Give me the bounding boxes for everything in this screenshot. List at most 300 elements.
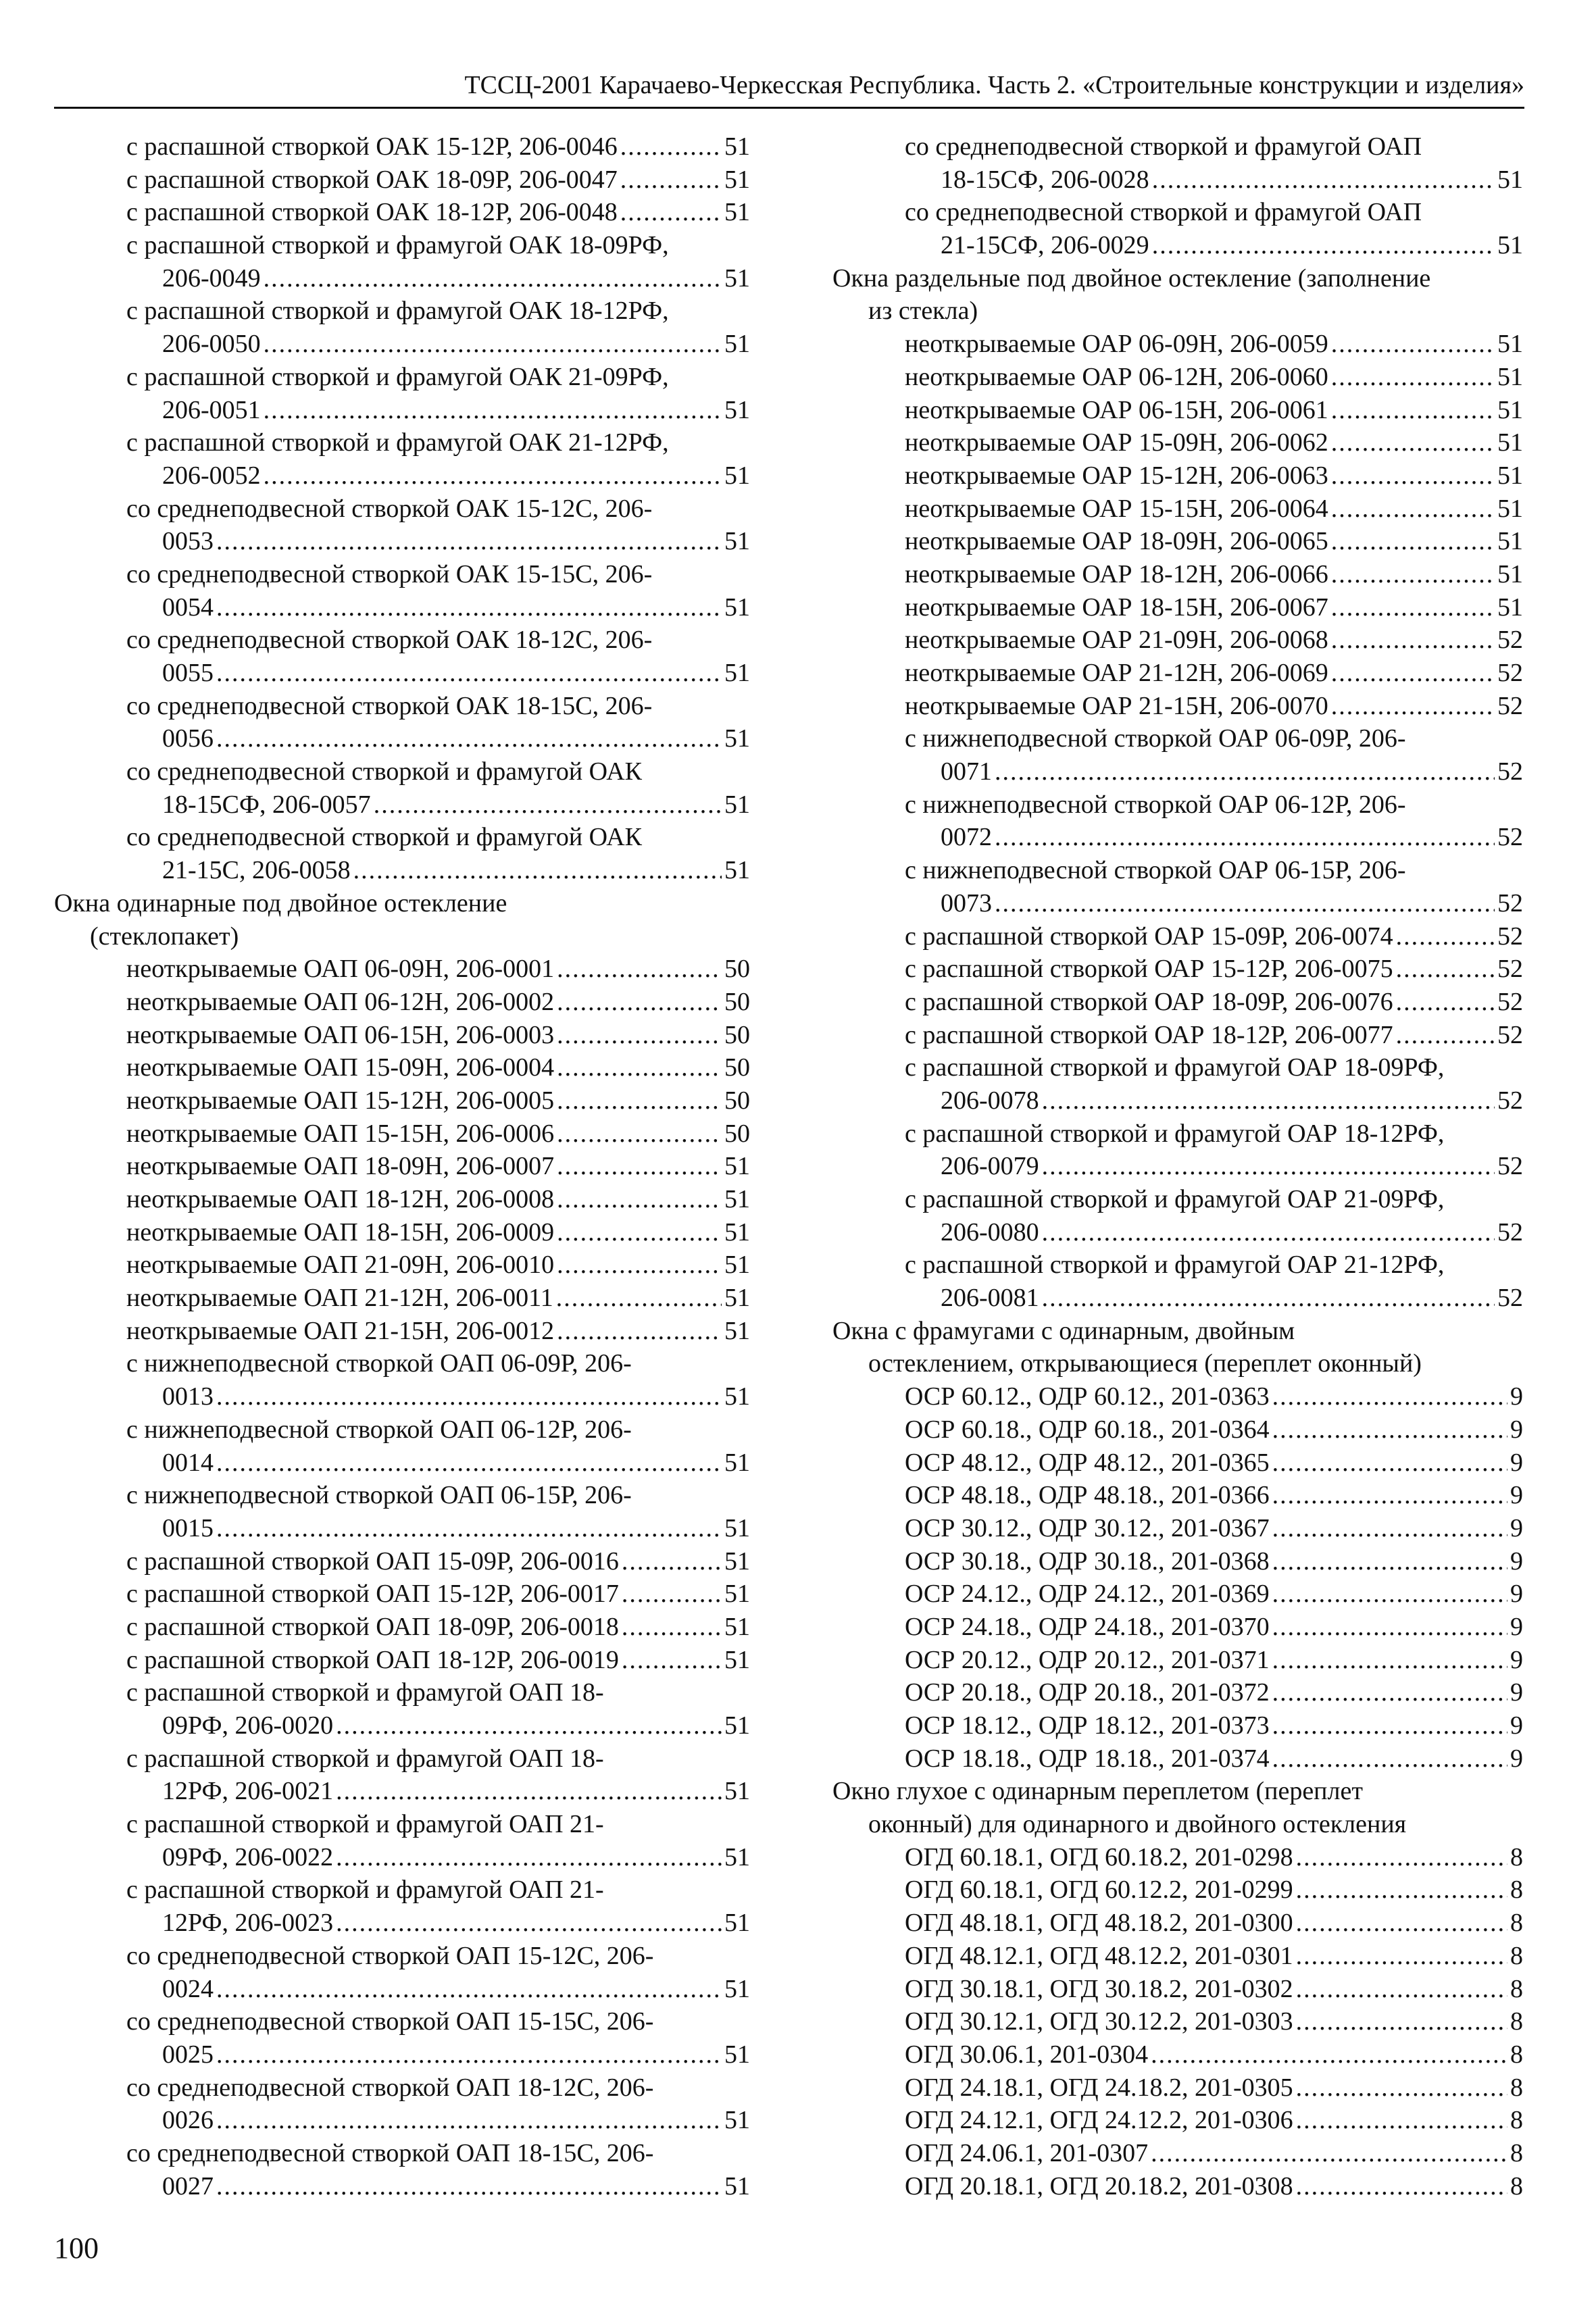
index-entry <box>54 1051 750 1084</box>
dot-leader <box>620 164 722 197</box>
index-entry <box>54 1841 750 1874</box>
index-entry-page: 8 <box>1510 2073 1523 2102</box>
index-entry-page: 51 <box>1497 461 1523 490</box>
index-entry-page: 52 <box>1497 922 1523 951</box>
header-rule <box>54 107 1524 109</box>
index-entry <box>832 1742 1523 1776</box>
index-entry <box>54 986 750 1019</box>
index-entry-page: 9 <box>1510 1448 1523 1477</box>
index-entry <box>832 2170 1523 2203</box>
dot-leader <box>336 1775 722 1808</box>
index-entry-page: 50 <box>724 1020 750 1049</box>
index-entry-text: 0014 <box>162 1448 214 1477</box>
index-entry <box>54 1315 750 1348</box>
index-entry-page: 51 <box>724 1645 750 1674</box>
index-entry-page: 51 <box>724 1612 750 1641</box>
index-entry-page: 9 <box>1510 1382 1523 1411</box>
index-entry-page: 8 <box>1510 1941 1523 1970</box>
index-entry <box>832 459 1523 493</box>
index-entry <box>54 1742 750 1776</box>
dot-leader <box>1272 1742 1507 1776</box>
index-entry <box>832 1084 1523 1117</box>
index-entry-page: 50 <box>724 1053 750 1082</box>
dot-leader <box>556 1282 722 1315</box>
dot-leader <box>1331 426 1495 459</box>
index-entry-page: 52 <box>1497 757 1523 786</box>
index-entry-text: из стекла) <box>868 297 978 326</box>
index-entry <box>832 426 1523 459</box>
index-entry-text: ОСР 20.18., ОДР 20.18., 201-0372 <box>905 1678 1270 1707</box>
index-entry-page: 52 <box>1497 1217 1523 1247</box>
index-entry-page: 8 <box>1510 2040 1523 2069</box>
dot-leader <box>336 1841 722 1874</box>
dot-leader <box>216 591 722 624</box>
index-entry-page: 51 <box>1497 593 1523 622</box>
dot-leader <box>1331 394 1495 427</box>
index-entry-text: неоткрываемые ОАП 18-09Н, 206-0007 <box>126 1152 555 1181</box>
index-entry-text: 0073 <box>941 888 992 917</box>
index-entry <box>54 328 750 361</box>
index-entry-page: 52 <box>1497 1284 1523 1313</box>
index-entry <box>54 2005 750 2038</box>
index-entry-page: 51 <box>1497 395 1523 424</box>
index-entry-text: неоткрываемые ОАР 06-09Н, 206-0059 <box>905 330 1328 359</box>
index-entry-text: 0053 <box>162 527 214 556</box>
dot-leader <box>1272 1447 1507 1480</box>
dot-leader <box>216 657 722 690</box>
index-entry-text: со среднеподвесной створкой ОАП 18-12С, 206- <box>126 2073 654 2102</box>
dot-leader <box>1331 525 1495 558</box>
index-entry <box>54 1117 750 1151</box>
dot-leader <box>336 1907 722 1940</box>
index-entry-text: с нижнеподвесной створкой ОАР 06-15Р, 206- <box>905 856 1406 885</box>
index-entry <box>54 525 750 558</box>
dot-leader <box>1042 1084 1495 1117</box>
dot-leader <box>557 953 722 986</box>
index-entry-text: ОСР 60.18., ОДР 60.18., 201-0364 <box>905 1415 1270 1444</box>
index-entry <box>832 821 1523 854</box>
index-entry-text: Окно глухое с одинарным переплетом (переплет <box>832 1777 1363 1806</box>
index-entry <box>54 361 750 394</box>
index-entry-text: 12РФ, 206-0021 <box>162 1777 334 1806</box>
index-entry <box>832 953 1523 986</box>
index-entry-text: ОГД 48.12.1, ОГД 48.12.2, 201-0301 <box>905 1941 1293 1970</box>
dot-leader <box>264 459 722 493</box>
index-entry <box>54 262 750 295</box>
index-entry <box>54 1380 750 1413</box>
index-entry <box>832 1150 1523 1183</box>
dot-leader <box>216 722 722 755</box>
dot-leader <box>1296 1940 1507 1973</box>
dot-leader <box>216 1380 722 1413</box>
index-entry <box>54 1084 750 1117</box>
index-entry-text: с распашной створкой и фрамугой ОАП 18- <box>126 1678 604 1707</box>
index-entry-text: Окна с фрамугами с одинарным, двойным <box>832 1316 1295 1345</box>
index-entry <box>832 690 1523 723</box>
dot-leader <box>1272 1413 1507 1447</box>
dot-leader <box>557 1019 722 1052</box>
dot-leader <box>1331 690 1495 723</box>
index-entry-page: 51 <box>724 1513 750 1542</box>
index-entry-text: со среднеподвесной створкой ОАП 15-12С, 206- <box>126 1941 654 1970</box>
index-entry <box>54 624 750 657</box>
index-entry-text: со среднеподвесной створкой и фрамугой ОАК <box>126 823 642 852</box>
index-entry <box>832 624 1523 657</box>
index-entry-page: 51 <box>724 2106 750 2135</box>
index-entry-text: неоткрываемые ОАР 18-09Н, 206-0065 <box>905 527 1328 556</box>
index-entry-text: ОГД 48.18.1, ОГД 48.18.2, 201-0300 <box>905 1909 1293 1938</box>
index-entry <box>54 130 750 164</box>
index-entry-text: ОСР 18.12., ОДР 18.12., 201-0373 <box>905 1711 1270 1740</box>
index-entry-text: с распашной створкой ОАР 18-09Р, 206-0076 <box>905 987 1393 1016</box>
index-entry-text: со среднеподвесной створкой ОАК 18-15С, 206- <box>126 691 653 720</box>
index-entry-page: 8 <box>1510 1909 1523 1938</box>
index-entry-text: 0072 <box>941 823 992 852</box>
index-entry <box>832 229 1523 262</box>
index-entry-text: с распашной створкой и фрамугой ОАР 21-12РФ, <box>905 1251 1445 1280</box>
dot-leader <box>1296 2005 1507 2038</box>
dot-leader <box>1152 164 1495 197</box>
index-entry-page: 51 <box>724 856 750 885</box>
index-entry-page: 52 <box>1497 691 1523 720</box>
index-entry <box>832 1578 1523 1611</box>
dot-leader <box>216 1447 722 1480</box>
index-entry-text: неоткрываемые ОАР 21-12Н, 206-0069 <box>905 659 1328 687</box>
index-entry <box>54 821 750 854</box>
index-entry-page: 51 <box>1497 527 1523 556</box>
index-entry-text: неоткрываемые ОАР 18-15Н, 206-0067 <box>905 593 1328 622</box>
index-entry-text: с распашной створкой ОАП 18-12Р, 206-0019 <box>126 1645 619 1674</box>
index-entry-text: ОГД 20.18.1, ОГД 20.18.2, 201-0308 <box>905 2171 1293 2200</box>
index-entry-text: 0026 <box>162 2106 214 2135</box>
index-entry-page: 52 <box>1497 1152 1523 1181</box>
dot-leader <box>557 1183 722 1216</box>
dot-leader <box>1296 1907 1507 1940</box>
index-entry <box>54 1019 750 1052</box>
dot-leader <box>995 755 1495 788</box>
index-entry-text: неоткрываемые ОАП 15-09Н, 206-0004 <box>126 1053 555 1082</box>
index-entry-text: с распашной створкой и фрамугой ОАК 21-12РФ, <box>126 428 669 457</box>
index-entry <box>54 1644 750 1677</box>
dot-leader <box>1331 624 1495 657</box>
index-entry-text: неоткрываемые ОАП 18-15Н, 206-0009 <box>126 1217 555 1247</box>
index-entry-page: 51 <box>724 1251 750 1280</box>
index-entry-text: с распашной створкой ОАР 18-12Р, 206-0077 <box>905 1020 1393 1049</box>
dot-leader <box>264 394 722 427</box>
index-entry-text: Окна одинарные под двойное остекление <box>54 888 507 917</box>
index-entry-page: 51 <box>724 132 750 161</box>
index-entry-text: неоткрываемые ОАП 18-12Н, 206-0008 <box>126 1185 555 1213</box>
index-entry-page: 8 <box>1510 1842 1523 1871</box>
index-entry-page: 52 <box>1497 987 1523 1016</box>
index-entry-text: неоткрываемые ОАР 15-09Н, 206-0062 <box>905 428 1328 457</box>
dot-leader <box>557 1150 722 1183</box>
dot-leader <box>622 1578 722 1611</box>
index-entry-text: с распашной створкой ОАР 15-09Р, 206-0074 <box>905 922 1393 951</box>
dot-leader <box>1042 1150 1495 1183</box>
index-entry-text: со среднеподвесной створкой ОАП 18-15С, 206- <box>126 2138 654 2167</box>
index-entry-page: 9 <box>1510 1580 1523 1609</box>
index-entry-text: ОСР 24.12., ОДР 24.12., 201-0369 <box>905 1580 1270 1609</box>
index-entry-page: 51 <box>724 1284 750 1313</box>
index-entry-text: с распашной створкой ОАП 18-09Р, 206-0018 <box>126 1612 619 1641</box>
index-entry-text: ОСР 48.18., ОДР 48.18., 201-0366 <box>905 1481 1270 1510</box>
dot-leader <box>1296 2104 1507 2137</box>
index-entry <box>832 2005 1523 2038</box>
index-entry-text: с распашной створкой ОАК 15-12Р, 206-0046 <box>126 132 618 161</box>
index-entry-page: 51 <box>724 790 750 819</box>
index-entry-text: неоткрываемые ОАП 15-12Н, 206-0005 <box>126 1086 555 1115</box>
dot-leader <box>1152 229 1495 262</box>
index-entry-text: Окна раздельные под двойное остекление (заполнение <box>832 263 1431 293</box>
index-entry <box>54 1282 750 1315</box>
index-entry-text: с нижнеподвесной створкой ОАР 06-09Р, 206- <box>905 724 1406 753</box>
index-entry-page: 51 <box>724 593 750 622</box>
dot-leader <box>622 1644 722 1677</box>
index-section-heading <box>832 1315 1523 1348</box>
index-entry <box>54 1973 750 2006</box>
index-entry-text: ОГД 60.18.1, ОГД 60.12.2, 201-0299 <box>905 1876 1293 1905</box>
dot-leader <box>557 1216 722 1249</box>
dot-leader <box>1042 1282 1495 1315</box>
index-entry <box>832 986 1523 1019</box>
index-entry-page: 51 <box>1497 362 1523 391</box>
index-entry <box>54 1940 750 1973</box>
index-entry <box>832 1051 1523 1084</box>
index-entry <box>54 755 750 788</box>
index-entry <box>54 1676 750 1709</box>
index-entry-page: 50 <box>724 955 750 984</box>
index-entry <box>54 1545 750 1578</box>
index-entry <box>832 1479 1523 1512</box>
index-entry <box>54 1413 750 1447</box>
index-entry-text: 206-0081 <box>941 1284 1039 1313</box>
dot-leader <box>620 196 722 229</box>
index-entry-page: 9 <box>1510 1546 1523 1576</box>
dot-leader <box>1331 591 1495 624</box>
index-entry <box>54 493 750 526</box>
index-entry <box>832 1808 1523 1841</box>
index-entry-text: с распашной створкой ОАК 18-12Р, 206-0048 <box>126 198 618 227</box>
index-entry <box>54 1347 750 1380</box>
index-entry-text: 0071 <box>941 757 992 786</box>
index-entry-page: 51 <box>724 1711 750 1740</box>
index-entry-page: 51 <box>724 1185 750 1213</box>
index-entry-page: 9 <box>1510 1513 1523 1542</box>
index-entry-text: со среднеподвесной створкой ОАК 15-12С, 206- <box>126 494 653 523</box>
index-column-right <box>832 130 1523 2203</box>
index-entry <box>832 361 1523 394</box>
index-entry <box>832 328 1523 361</box>
index-section-heading <box>832 1775 1523 1808</box>
index-entry-page: 9 <box>1510 1711 1523 1740</box>
index-entry-text: 09РФ, 206-0022 <box>162 1842 334 1871</box>
index-entry <box>832 196 1523 229</box>
index-entry <box>832 1841 1523 1874</box>
index-entry-text: ОГД 24.12.1, ОГД 24.12.2, 201-0306 <box>905 2106 1293 2135</box>
index-entry <box>832 1413 1523 1447</box>
running-header: ТССЦ-2001 Карачаево-Черкесская Республика. Часть 2. «Строительные конструкции и изделия» <box>464 71 1524 99</box>
index-entry-text: ОСР 20.12., ОДР 20.12., 201-0371 <box>905 1645 1270 1674</box>
index-entry <box>54 854 750 887</box>
dot-leader <box>1151 2137 1507 2170</box>
index-entry-text: оконный) для одинарного и двойного остекления <box>868 1810 1407 1839</box>
index-entry <box>832 1709 1523 1742</box>
index-entry <box>832 1940 1523 1973</box>
index-entry-text: 206-0049 <box>162 263 261 293</box>
index-entry <box>54 1447 750 1480</box>
index-entry-text: ОГД 30.06.1, 201-0304 <box>905 2040 1149 2069</box>
index-entry-text: неоткрываемые ОАР 06-15Н, 206-0061 <box>905 395 1328 424</box>
index-entry-text: с распашной створкой ОАП 15-09Р, 206-0016 <box>126 1546 619 1576</box>
dot-leader <box>216 1973 722 2006</box>
index-entry <box>54 1249 750 1282</box>
index-entry <box>832 1282 1523 1315</box>
index-entry <box>54 426 750 459</box>
index-entry <box>832 1644 1523 1677</box>
dot-leader <box>1042 1216 1495 1249</box>
index-entry-page: 51 <box>724 1382 750 1411</box>
index-entry-text: неоткрываемые ОАП 21-15Н, 206-0012 <box>126 1316 555 1345</box>
dot-leader <box>216 1512 722 1545</box>
dot-leader <box>1296 2170 1507 2203</box>
index-entry <box>54 920 750 953</box>
dot-leader <box>1272 1644 1507 1677</box>
dot-leader <box>557 986 722 1019</box>
dot-leader <box>264 328 722 361</box>
index-entry <box>832 130 1523 164</box>
index-entry <box>832 1676 1523 1709</box>
index-entry-page: 51 <box>724 165 750 194</box>
index-entry-text: со среднеподвесной створкой ОАК 15-15С, 206- <box>126 559 653 588</box>
index-entry <box>832 1512 1523 1545</box>
index-entry-text: с распашной створкой и фрамугой ОАК 18-12РФ, <box>126 297 669 326</box>
dot-leader <box>557 1084 722 1117</box>
index-entry <box>54 1709 750 1742</box>
index-entry-text: с нижнеподвесной створкой ОАР 06-12Р, 206- <box>905 790 1406 819</box>
dot-leader <box>1272 1676 1507 1709</box>
index-entry-page: 52 <box>1497 1086 1523 1115</box>
index-entry-page: 51 <box>1497 559 1523 588</box>
index-entry-page: 8 <box>1510 1876 1523 1905</box>
index-entry <box>54 722 750 755</box>
index-entry-page: 8 <box>1510 2138 1523 2167</box>
dot-leader <box>995 887 1495 920</box>
index-entry-text: с распашной створкой и фрамугой ОАП 21- <box>126 1810 604 1839</box>
index-entry-text: с нижнеподвесной створкой ОАП 06-15Р, 206- <box>126 1481 632 1510</box>
index-entry-text: неоткрываемые ОАП 06-09Н, 206-0001 <box>126 955 555 984</box>
dot-leader <box>1296 2071 1507 2105</box>
dot-leader <box>1331 558 1495 591</box>
index-entry <box>832 1117 1523 1151</box>
index-entry-page: 52 <box>1497 626 1523 655</box>
index-entry <box>54 1512 750 1545</box>
index-entry <box>832 1380 1523 1413</box>
index-entry-text: неоткрываемые ОАП 21-12Н, 206-0011 <box>126 1284 553 1313</box>
dot-leader <box>1396 953 1495 986</box>
index-entry <box>832 755 1523 788</box>
index-entry-page: 51 <box>724 1909 750 1938</box>
index-entry-text: 0056 <box>162 724 214 753</box>
index-entry-text: 21-15СФ, 206-0029 <box>941 231 1149 260</box>
index-entry <box>54 1578 750 1611</box>
index-entry <box>54 2071 750 2105</box>
dot-leader <box>1272 1479 1507 1512</box>
index-entry-text: неоткрываемые ОАП 06-12Н, 206-0002 <box>126 987 555 1016</box>
dot-leader <box>1331 493 1495 526</box>
index-entry-page: 9 <box>1510 1744 1523 1773</box>
index-entry-text: неоткрываемые ОАР 21-15Н, 206-0070 <box>905 691 1328 720</box>
index-entry-page: 51 <box>724 527 750 556</box>
index-entry-page: 9 <box>1510 1645 1523 1674</box>
index-entry-page: 52 <box>1497 823 1523 852</box>
index-entry-text: неоткрываемые ОАП 15-15Н, 206-0006 <box>126 1119 555 1148</box>
index-entry-text: 206-0051 <box>162 395 261 424</box>
dot-leader <box>353 854 722 887</box>
dot-leader <box>1272 1545 1507 1578</box>
index-entry <box>54 1183 750 1216</box>
index-entry-page: 51 <box>724 330 750 359</box>
index-entry-page: 51 <box>1497 428 1523 457</box>
index-entry-text: 0015 <box>162 1513 214 1542</box>
index-entry-text: 0013 <box>162 1382 214 1411</box>
index-entry-page: 51 <box>724 1316 750 1345</box>
dot-leader <box>1396 1019 1495 1052</box>
index-entry-text: неоткрываемые ОАП 21-09Н, 206-0010 <box>126 1251 555 1280</box>
index-entry <box>832 2071 1523 2105</box>
index-entry-text: 0054 <box>162 593 214 622</box>
dot-leader <box>1272 1512 1507 1545</box>
index-entry <box>832 525 1523 558</box>
dot-leader <box>995 821 1495 854</box>
index-entry-page: 8 <box>1510 2171 1523 2200</box>
index-entry <box>832 1347 1523 1380</box>
index-entry-text: с распашной створкой ОАР 15-12Р, 206-0075 <box>905 955 1393 984</box>
index-entry-page: 51 <box>1497 231 1523 260</box>
index-entry <box>54 196 750 229</box>
index-entry <box>54 657 750 690</box>
index-entry <box>832 295 1523 328</box>
index-entry-page: 51 <box>724 1777 750 1806</box>
index-entry-page: 50 <box>724 1119 750 1148</box>
index-entry-page: 9 <box>1510 1612 1523 1641</box>
index-entry-page: 52 <box>1497 1020 1523 1049</box>
index-entry-text: с нижнеподвесной створкой ОАП 06-09Р, 206- <box>126 1349 632 1378</box>
index-entry-page: 51 <box>724 1842 750 1871</box>
index-entry <box>54 1216 750 1249</box>
index-entry-text: со среднеподвесной створкой ОАК 18-12С, 206- <box>126 626 653 655</box>
index-entry-page: 51 <box>724 263 750 293</box>
index-entry-page: 50 <box>724 987 750 1016</box>
dot-leader <box>216 2104 722 2137</box>
index-entry <box>832 2038 1523 2071</box>
index-entry <box>832 558 1523 591</box>
dot-leader <box>216 525 722 558</box>
index-entry-page: 51 <box>724 461 750 490</box>
index-entry <box>832 920 1523 953</box>
index-entry-page: 51 <box>1497 165 1523 194</box>
index-column-left <box>54 130 750 2203</box>
index-entry-text: остеклением, открывающиеся (переплет оконный) <box>868 1349 1422 1378</box>
index-entry <box>832 1611 1523 1644</box>
index-entry-page: 50 <box>724 1086 750 1115</box>
index-entry-text: ОСР 24.18., ОДР 24.18., 201-0370 <box>905 1612 1270 1641</box>
index-entry-text: с распашной створкой и фрамугой ОАР 18-09РФ, <box>905 1053 1445 1082</box>
index-entry <box>832 2104 1523 2137</box>
index-entry-text: 206-0050 <box>162 330 261 359</box>
index-entry <box>54 1808 750 1841</box>
dot-leader <box>1331 361 1495 394</box>
